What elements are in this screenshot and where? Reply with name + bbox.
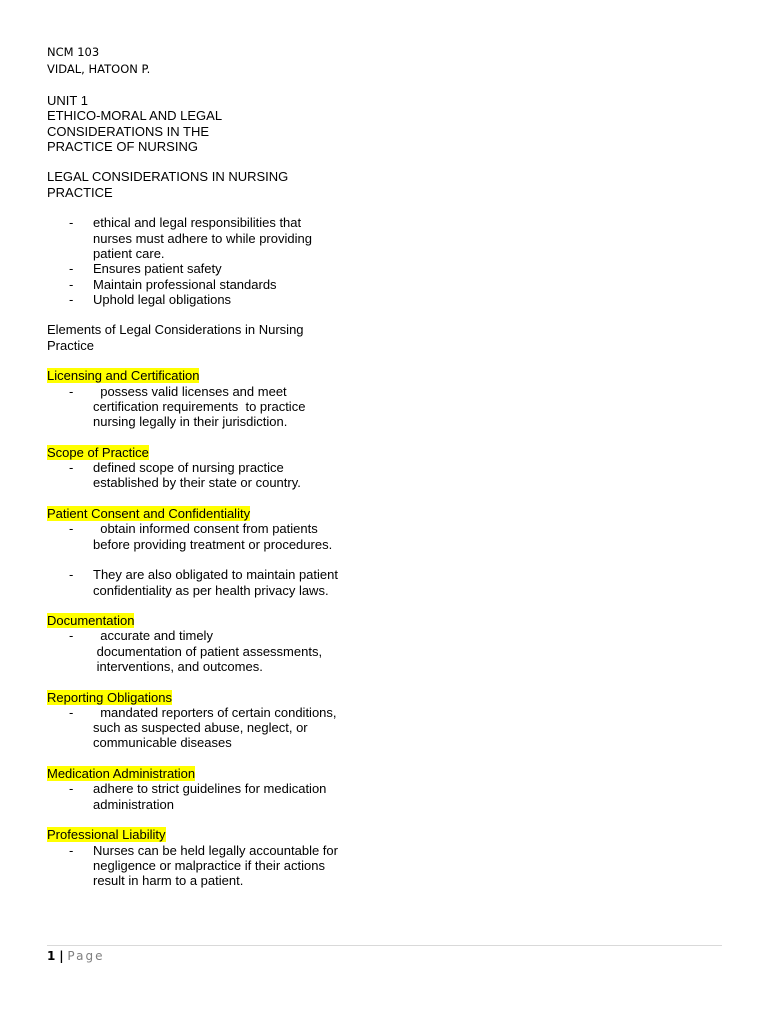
list-item-text: nurses must adhere to while providing <box>93 230 312 246</box>
highlighted-section-title: Licensing and Certification <box>47 368 200 384</box>
page-label: Page <box>67 949 105 963</box>
list-item <box>47 781 377 812</box>
highlighted-section-title: Scope of Practice <box>47 444 149 460</box>
unit-title-line: PRACTICE OF NURSING <box>47 138 198 154</box>
document-header <box>47 44 150 78</box>
list-item-text: certification requirements to practice <box>93 398 306 414</box>
section-bullet-list <box>47 460 377 491</box>
list-item <box>47 628 377 674</box>
list-item-text: such as suspected abuse, neglect, or <box>93 720 308 736</box>
section-bullet-list <box>47 843 377 889</box>
list-item-text: Uphold legal obligations <box>93 291 232 307</box>
section-title <box>47 766 377 781</box>
list-item-text: patient care. <box>93 245 165 261</box>
heading-line: Practice <box>47 337 94 353</box>
highlighted-section-title: Medication Administration <box>47 766 196 782</box>
section-title <box>47 506 377 521</box>
list-item <box>47 384 377 430</box>
list-item <box>47 567 377 598</box>
list-item <box>47 277 377 292</box>
bullet-dash: - <box>69 276 74 292</box>
footer-separator: | <box>59 949 64 963</box>
heading-line: LEGAL CONSIDERATIONS IN NURSING <box>47 169 289 185</box>
bullet-dash: - <box>69 842 74 858</box>
heading-line: Elements of Legal Considerations in Nursing <box>47 322 304 338</box>
unit-title <box>47 93 377 154</box>
list-item <box>47 292 377 307</box>
highlighted-section-title: Professional Liability <box>47 827 166 843</box>
section-bullet-list <box>47 384 377 430</box>
bullet-dash: - <box>69 628 74 644</box>
bullet-dash: - <box>69 291 74 307</box>
list-item <box>47 843 377 889</box>
legal-heading <box>47 169 377 200</box>
list-item-text: confidentiality as per health privacy laws. <box>93 582 329 598</box>
list-item-text: adhere to strict guidelines for medication <box>93 781 327 797</box>
list-item <box>47 261 377 276</box>
list-item-text: Ensures patient safety <box>93 261 222 277</box>
document-body <box>47 93 377 888</box>
list-item-text: Maintain professional standards <box>93 276 277 292</box>
section-bullet-list <box>47 521 377 597</box>
bullet-dash: - <box>69 521 74 537</box>
section-title <box>47 827 377 842</box>
bullet-dash: - <box>69 781 74 797</box>
unit-title-line: ETHICO-MORAL AND LEGAL <box>47 108 223 124</box>
section-title <box>47 368 377 383</box>
section-title <box>47 445 377 460</box>
bullet-dash: - <box>69 215 74 231</box>
bullet-dash: - <box>69 704 74 720</box>
list-item <box>47 215 377 261</box>
sections-container <box>47 353 377 888</box>
list-item-text: nursing legally in their jurisdiction. <box>93 414 288 430</box>
bullet-dash: - <box>69 261 74 277</box>
list-item-text: obtain informed consent from patients <box>93 521 318 537</box>
list-spacer <box>47 552 377 567</box>
bullet-dash: - <box>69 383 74 399</box>
footer-divider <box>47 945 722 946</box>
list-item-text: before providing treatment or procedures. <box>93 536 333 552</box>
list-item-text: established by their state or country. <box>93 475 301 491</box>
section-title <box>47 613 377 628</box>
bullet-dash: - <box>69 567 74 583</box>
list-item-text: communicable diseases <box>93 735 232 751</box>
list-item <box>47 460 377 491</box>
unit-title-line: CONSIDERATIONS IN THE <box>47 123 210 139</box>
section-bullet-list <box>47 628 377 674</box>
list-item-text: result in harm to a patient. <box>93 873 244 889</box>
bullet-dash: - <box>69 460 74 476</box>
section-bullet-list <box>47 781 377 812</box>
list-item-text: possess valid licenses and meet <box>93 383 287 399</box>
list-item-text: negligence or malpractice if their actions <box>93 857 325 873</box>
list-item-text: accurate and timely <box>93 628 213 644</box>
course-code: NCM 103 <box>47 45 100 59</box>
legal-bullet-list <box>47 215 377 307</box>
section-title <box>47 690 377 705</box>
list-item-text: mandated reporters of certain conditions, <box>93 704 337 720</box>
list-item-text: defined scope of nursing practice <box>93 460 284 476</box>
highlighted-section-title: Patient Consent and Confidentiality <box>47 506 251 522</box>
section-bullet-list <box>47 705 377 751</box>
list-item-text: They are also obligated to maintain patient <box>93 567 338 583</box>
list-item <box>47 521 377 552</box>
page-footer <box>47 948 104 964</box>
list-item-text: interventions, and outcomes. <box>93 658 263 674</box>
elements-heading <box>47 322 377 353</box>
author-name: VIDAL, HATOON P. <box>47 62 151 76</box>
list-item-text: Nurses can be held legally accountable for <box>93 842 338 858</box>
heading-line: PRACTICE <box>47 184 113 200</box>
highlighted-section-title: Reporting Obligations <box>47 689 173 705</box>
highlighted-section-title: Documentation <box>47 613 135 629</box>
page-number: 1 <box>47 949 56 963</box>
list-item-text: ethical and legal responsibilities that <box>93 215 302 231</box>
list-item-text: documentation of patient assessments, <box>93 643 323 659</box>
list-item-text: administration <box>93 796 174 812</box>
unit-number: UNIT 1 <box>47 93 88 108</box>
list-item <box>47 705 377 751</box>
